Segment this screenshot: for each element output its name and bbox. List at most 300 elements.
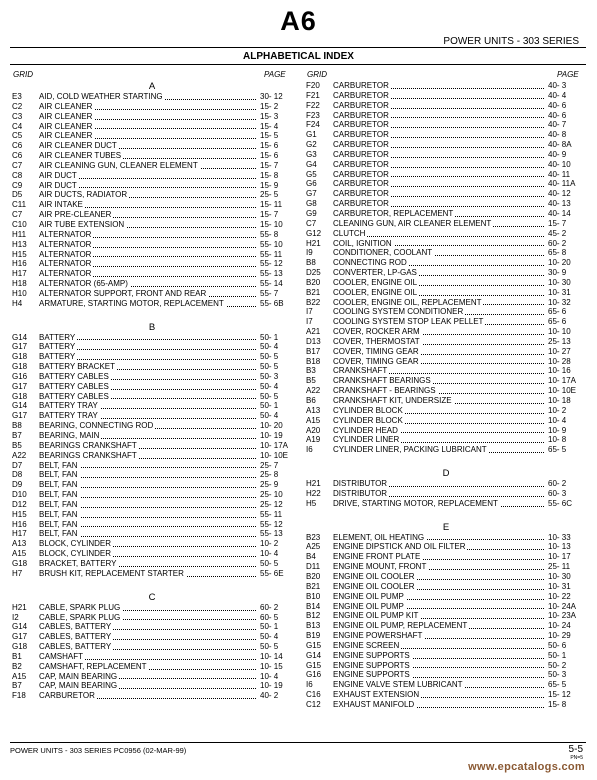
index-entry: [12, 161, 292, 171]
entry-description-text: BELT, FAN: [39, 490, 78, 500]
page-ref: 10- 24A: [548, 601, 577, 611]
entry-description-text: BELT, FAN: [39, 460, 78, 470]
grid-code: A19: [306, 435, 321, 445]
page-ref: 25- 7: [260, 460, 279, 470]
page-ref: 40- 7: [548, 120, 567, 130]
grid-code: H21: [306, 479, 321, 489]
entry-description-text: ENGINE MOUNT, FRONT: [333, 562, 427, 572]
entry-description-text: COOLER, ENGINE OIL: [333, 287, 418, 297]
index-entry: [12, 411, 292, 421]
entry-description: [39, 289, 258, 299]
entry-description-text: ENGINE OIL PUMP: [333, 601, 404, 611]
index-entry: [306, 219, 586, 229]
entry-description-text: BATTERY: [39, 342, 76, 352]
section-gap: [306, 509, 586, 522]
page-ref: 40- 3: [548, 81, 567, 90]
grid-code: C7: [12, 160, 23, 170]
entry-description: [333, 337, 546, 347]
page-ref: 10- 2: [548, 405, 567, 415]
page-ref: 10- 17A: [548, 376, 577, 386]
grid-code: G18: [12, 391, 28, 401]
index-entry: [306, 160, 586, 170]
grid-code: F20: [306, 81, 320, 90]
entry-description: [39, 342, 258, 352]
entry-description: [333, 631, 546, 641]
grid-code: C2: [12, 101, 23, 111]
grid-code: B7: [12, 431, 22, 440]
page-ref: 25- 13: [548, 336, 571, 346]
grid-code: A20: [306, 425, 321, 435]
entry-description-text: BELT, FAN: [39, 519, 78, 529]
entry-description-text: BATTERY BRACKET: [39, 362, 116, 372]
entry-description-text: CABLES, BATTERY: [39, 642, 112, 652]
page-ref: 30- 9: [548, 268, 567, 278]
entry-description-text: CARBURETOR: [333, 120, 389, 130]
page-ref: 10- 15: [260, 661, 283, 671]
entry-description-text: ENGINE VALVE STEM LUBRICANT: [333, 680, 463, 690]
index-entry: [306, 278, 586, 288]
grid-code: B7: [12, 681, 22, 691]
entry-description: [39, 333, 258, 343]
page-ref: 15- 7: [260, 210, 279, 220]
entry-description-text: CARBURETOR: [333, 199, 389, 209]
entry-description: [39, 539, 258, 549]
page-ref: 15- 8: [260, 170, 279, 180]
entry-description: [39, 411, 258, 421]
section-gap: [306, 455, 586, 468]
entry-description-text: ALTERNATOR: [39, 269, 92, 279]
index-entry: [12, 372, 292, 382]
index-entry: [306, 651, 586, 661]
entry-description: [39, 500, 258, 510]
index-entry: [12, 240, 292, 250]
entry-description-text: ALTERNATOR (65-AMP): [39, 279, 128, 289]
index-entry: [12, 529, 292, 539]
entry-description-text: EXHAUST MANIFOLD: [333, 699, 415, 709]
grid-code: C7: [306, 218, 317, 228]
entry-description: [39, 151, 258, 161]
entry-description: [333, 445, 546, 455]
page-ref: 15- 2: [260, 101, 279, 111]
entry-description: [333, 366, 546, 376]
entry-description: [333, 160, 546, 170]
index-entry: [12, 151, 292, 161]
grid-code: A15: [12, 671, 27, 681]
entry-description: [333, 209, 546, 219]
index-entry: [306, 140, 586, 150]
section-gap: [12, 579, 292, 592]
index-entry: [12, 421, 292, 431]
page-ref: 40- 2: [260, 691, 279, 701]
index-entry: [306, 170, 586, 180]
index-entry: [12, 510, 292, 520]
grid-code: H17: [12, 529, 27, 539]
index-entry: [12, 230, 292, 240]
entry-description-text: BELT, FAN: [39, 470, 78, 480]
page-ref: 10- 16: [548, 366, 571, 376]
grid-code: D13: [306, 336, 321, 346]
grid-code: C6: [12, 141, 23, 151]
entry-description: [333, 288, 546, 298]
entry-description: [39, 269, 258, 279]
grid-code: B5: [12, 440, 22, 450]
entry-description-text: COOLING SYSTEM CONDITIONER: [333, 307, 464, 317]
index-entry: [12, 681, 292, 691]
entry-description-text: CABLE, SPARK PLUG: [39, 602, 121, 612]
index-entry: [12, 500, 292, 510]
index-entry: [306, 700, 586, 710]
entry-description-text: CRANKSHAFT KIT, UNDERSIZE: [333, 396, 452, 405]
page-ref: 15- 12: [548, 690, 571, 700]
entry-description: [333, 258, 546, 268]
entry-description: [333, 396, 546, 406]
page-ref: 40- 8A: [548, 140, 572, 150]
entry-description-text: AIR DUCT: [39, 170, 77, 180]
entry-description: [39, 240, 258, 250]
page-ref: 40- 11A: [548, 179, 576, 189]
entry-description-text: CONDITIONER, COOLANT: [333, 248, 433, 258]
index-entry: [12, 190, 292, 200]
entry-description-text: DRIVE, STARTING MOTOR, REPLACEMENT: [333, 498, 498, 508]
grid-code: I7: [306, 307, 313, 317]
index-entry: [306, 499, 586, 509]
grid-code: B8: [12, 421, 22, 431]
index-entry: [12, 441, 292, 451]
entry-description: [39, 259, 258, 269]
entry-description: [333, 542, 546, 552]
index-entry: [12, 289, 292, 299]
grid-code: H4: [12, 298, 23, 308]
page-ref: 10- 31: [548, 287, 571, 297]
entry-description: [333, 357, 546, 367]
page-ref: 50- 5: [260, 362, 279, 372]
grid-code: G18: [12, 362, 28, 372]
entry-description: [333, 347, 546, 357]
entry-description: [39, 441, 258, 451]
entry-description: [39, 490, 258, 500]
entry-description: [333, 307, 546, 317]
entry-description-text: BRUSH KIT, REPLACEMENT STARTER: [39, 568, 184, 578]
page-ref: 10- 20: [548, 258, 571, 268]
grid-code: B6: [306, 396, 316, 405]
entry-description: [333, 621, 546, 631]
page-ref: 10- 14: [260, 651, 283, 661]
grid-code: G14: [12, 622, 28, 632]
entry-description: [333, 700, 546, 710]
index-entry: [306, 562, 586, 572]
entry-description-text: BRACKET, BATTERY: [39, 558, 117, 568]
entry-description-text: ENGINE FRONT PLATE: [333, 552, 421, 562]
entry-description: [333, 298, 546, 308]
entry-description-text: CRANKSHAFT BEARINGS: [333, 376, 431, 386]
index-entry: [12, 691, 292, 701]
entry-description-text: BEARING, CONNECTING ROD: [39, 421, 154, 431]
entry-description: [333, 602, 546, 612]
page-ref: 65- 6: [548, 317, 567, 327]
grid-code: C9: [12, 180, 23, 190]
page-ref: 10- 31: [548, 581, 571, 591]
index-entry: [12, 470, 292, 480]
page-ref: 60- 3: [548, 488, 567, 498]
entry-description: [333, 199, 546, 209]
page-ref: 60- 2: [260, 602, 279, 612]
entry-description: [333, 489, 546, 499]
grid-code: B22: [306, 297, 321, 307]
page-header-left: PAGE: [264, 70, 286, 79]
entry-description-text: COVER, TIMING GEAR: [333, 356, 419, 366]
page-ref: 30- 12: [260, 92, 283, 101]
page-title: A6: [280, 6, 317, 36]
page-ref: 55- 10: [260, 239, 283, 249]
index-entry: [12, 613, 292, 623]
entry-description-text: ALTERNATOR: [39, 229, 92, 239]
grid-code: C12: [306, 699, 321, 709]
page-ref: 10- 4: [260, 549, 279, 559]
entry-description-text: BEARINGS CRANKSHAFT: [39, 450, 137, 460]
entry-description-text: COOLER, ENGINE OIL: [333, 277, 418, 287]
entry-description: [333, 189, 546, 199]
page-ref: 10- 23A: [548, 611, 577, 621]
index-entry: [306, 426, 586, 436]
grid-code: G2: [306, 140, 317, 150]
index-entry: [12, 461, 292, 471]
entry-description: [333, 150, 546, 160]
entry-description-text: CAP, MAIN BEARING: [39, 681, 118, 691]
entry-description: [333, 435, 546, 445]
entry-description-text: BATTERY TRAY: [39, 401, 98, 411]
entry-description: [333, 229, 546, 239]
page-ref: 40- 9: [548, 149, 567, 159]
page-ref: 40- 4: [548, 90, 567, 100]
grid-code: G18: [12, 558, 28, 568]
index-entry: [306, 91, 586, 101]
entry-description: [39, 122, 258, 132]
entry-description-text: COVER, ROCKER ARM: [333, 327, 420, 337]
entry-description: [39, 299, 258, 309]
grid-code: A22: [306, 386, 321, 396]
page-ref: 60- 5: [260, 612, 279, 622]
index-entry: [306, 179, 586, 189]
section-heading: E: [442, 521, 450, 533]
index-entry: [12, 632, 292, 642]
entry-description: [333, 562, 546, 572]
entry-description: [39, 569, 258, 579]
grid-code: H22: [306, 488, 321, 498]
index-entry: [12, 539, 292, 549]
grid-code: F24: [306, 120, 320, 130]
grid-code: I7: [306, 317, 313, 327]
page-ref: 15- 9: [260, 180, 279, 190]
grid-code: G14: [12, 332, 28, 342]
page-ref: 25- 11: [548, 562, 571, 572]
grid-code: D7: [12, 460, 23, 470]
page-ref: 10- 30: [548, 571, 571, 581]
grid-code: G3: [306, 149, 317, 159]
entry-description: [39, 112, 258, 122]
grid-code: G1: [306, 130, 317, 140]
index-entry: [12, 299, 292, 309]
index-entry: [12, 549, 292, 559]
entry-description-text: CARBURETOR: [333, 130, 389, 140]
grid-code: G12: [306, 228, 322, 238]
index-entry: [306, 572, 586, 582]
grid-code: C4: [12, 121, 23, 131]
grid-code: G7: [306, 189, 317, 199]
entry-description: [333, 680, 546, 690]
entry-description: [39, 431, 258, 441]
index-entry: [306, 376, 586, 386]
entry-description-text: COVER, THERMOSTAT: [333, 336, 420, 346]
entry-description: [333, 111, 546, 121]
entry-description-text: AIR CLEANER: [39, 131, 93, 141]
grid-code: G16: [12, 371, 28, 381]
page-ref: 10- 2: [260, 539, 279, 549]
entry-description: [333, 120, 546, 130]
entry-description-text: CYLINDER LINER: [333, 435, 400, 445]
page-ref: 10- 9: [548, 425, 567, 435]
entry-description: [39, 451, 258, 461]
grid-code: I6: [306, 680, 313, 690]
index-entry: [306, 288, 586, 298]
index-entry: [12, 250, 292, 260]
entry-description-text: AIR DUCTS, RADIATOR: [39, 190, 128, 200]
entry-description-text: BATTERY CABLES: [39, 371, 109, 381]
page-ref: 10- 10E: [260, 450, 289, 460]
page-ref: 40- 6: [548, 100, 567, 110]
page-ref: 50- 4: [260, 411, 279, 421]
page-ref: 15- 10: [260, 219, 283, 229]
pn-label: PN=5: [570, 755, 583, 761]
page-ref: 50- 3: [548, 670, 567, 680]
grid-code: G6: [306, 179, 317, 189]
entry-description: [333, 661, 546, 671]
grid-code: B2: [12, 661, 22, 671]
header-divider: [10, 47, 586, 48]
entry-description-text: CARBURETOR: [333, 179, 389, 189]
page-ref: 55- 13: [260, 529, 283, 539]
series-label: POWER UNITS - 303 SERIES: [443, 36, 579, 47]
grid-code: A25: [306, 542, 321, 552]
page-ref: 40- 11: [548, 169, 571, 179]
page-ref: 50- 4: [260, 342, 279, 352]
entry-description-text: AIR TUBE EXTENSION: [39, 219, 125, 229]
entry-description: [333, 140, 546, 150]
index-entry: [306, 533, 586, 543]
entry-description-text: CLEANING GUN, AIR CLEANER ELEMENT: [333, 218, 492, 228]
index-entry: [306, 406, 586, 416]
page-ref: 55- 11: [260, 509, 283, 519]
entry-description-text: BELT, FAN: [39, 509, 78, 519]
entry-description: [39, 250, 258, 260]
entry-description: [39, 401, 258, 411]
entry-description-text: AID, COLD WEATHER STARTING: [39, 92, 163, 101]
grid-code: B13: [306, 621, 321, 631]
entry-description-text: BELT, FAN: [39, 499, 78, 509]
grid-code: H16: [12, 519, 27, 529]
page-ref: 40- 14: [548, 208, 571, 218]
entry-description: [39, 421, 258, 431]
grid-code: H15: [12, 249, 27, 259]
grid-code: B17: [306, 346, 321, 356]
entry-description-text: CAP, MAIN BEARING: [39, 671, 118, 681]
index-entry: [12, 662, 292, 672]
page-number-value: 5-5: [568, 744, 583, 755]
index-entry: [12, 112, 292, 122]
page-ref: 55- 6E: [260, 568, 284, 578]
page-ref: 65- 6: [548, 307, 567, 317]
entry-description-text: BEARINGS CRANKSHAFT: [39, 440, 137, 450]
grid-code: D11: [306, 562, 321, 572]
entry-description: [39, 613, 258, 623]
index-entry: [12, 210, 292, 220]
entry-description: [333, 101, 546, 111]
index-entry: [12, 181, 292, 191]
grid-code: D25: [306, 268, 321, 278]
grid-code: G15: [306, 660, 322, 670]
entry-description: [333, 651, 546, 661]
entry-description-text: CARBURETOR: [333, 159, 389, 169]
grid-code: B10: [306, 591, 321, 601]
index-entry: [306, 229, 586, 239]
index-entry: [306, 416, 586, 426]
index-entry: [12, 122, 292, 132]
index-entry: [12, 490, 292, 500]
entry-description-text: BATTERY CABLES: [39, 391, 109, 401]
entry-description: [333, 572, 546, 582]
index-entry: [306, 81, 586, 91]
entry-description-text: AIR INTAKE: [39, 200, 83, 210]
footer-divider: [10, 742, 586, 743]
entry-description-text: CRANKSHAFT: [333, 366, 388, 376]
index-entry: [306, 199, 586, 209]
page-ref: 10- 32: [548, 297, 571, 307]
entry-description-text: ENGINE SUPPORTS: [333, 660, 410, 670]
grid-code: D10: [12, 490, 27, 500]
grid-code: H18: [12, 279, 27, 289]
grid-code: G17: [12, 342, 28, 352]
grid-code: D5: [12, 190, 23, 200]
index-entry: [306, 209, 586, 219]
entry-description: [39, 362, 258, 372]
entry-description: [333, 248, 546, 258]
section-heading: D: [442, 468, 450, 480]
page-ref: 55- 13: [260, 269, 283, 279]
entry-description: [333, 130, 546, 140]
entry-description-text: ENGINE SUPPORTS: [333, 670, 410, 680]
page-ref: 10- 4: [548, 415, 567, 425]
index-entry: [12, 392, 292, 402]
grid-code: I9: [306, 248, 313, 258]
grid-code: H15: [12, 509, 27, 519]
page-ref: 55- 6C: [548, 498, 573, 508]
entry-description: [39, 141, 258, 151]
entry-description-text: CLUTCH: [333, 228, 366, 238]
page-ref: 10- 13: [548, 542, 571, 552]
watermark: www.epcatalogs.com: [468, 761, 585, 773]
grid-code: G18: [12, 352, 28, 362]
grid-code: H5: [306, 498, 317, 508]
entry-description: [39, 691, 258, 701]
index-entry: [12, 559, 292, 569]
entry-description-text: AIR DUCT: [39, 180, 77, 190]
entry-description-text: CARBURETOR: [333, 100, 389, 110]
index-entry: [306, 489, 586, 499]
entry-description: [39, 652, 258, 662]
grid-code: F18: [12, 691, 26, 701]
grid-code: H13: [12, 239, 27, 249]
grid-code: B8: [306, 258, 316, 268]
entry-description-text: ENGINE POWERSHAFT: [333, 631, 423, 641]
